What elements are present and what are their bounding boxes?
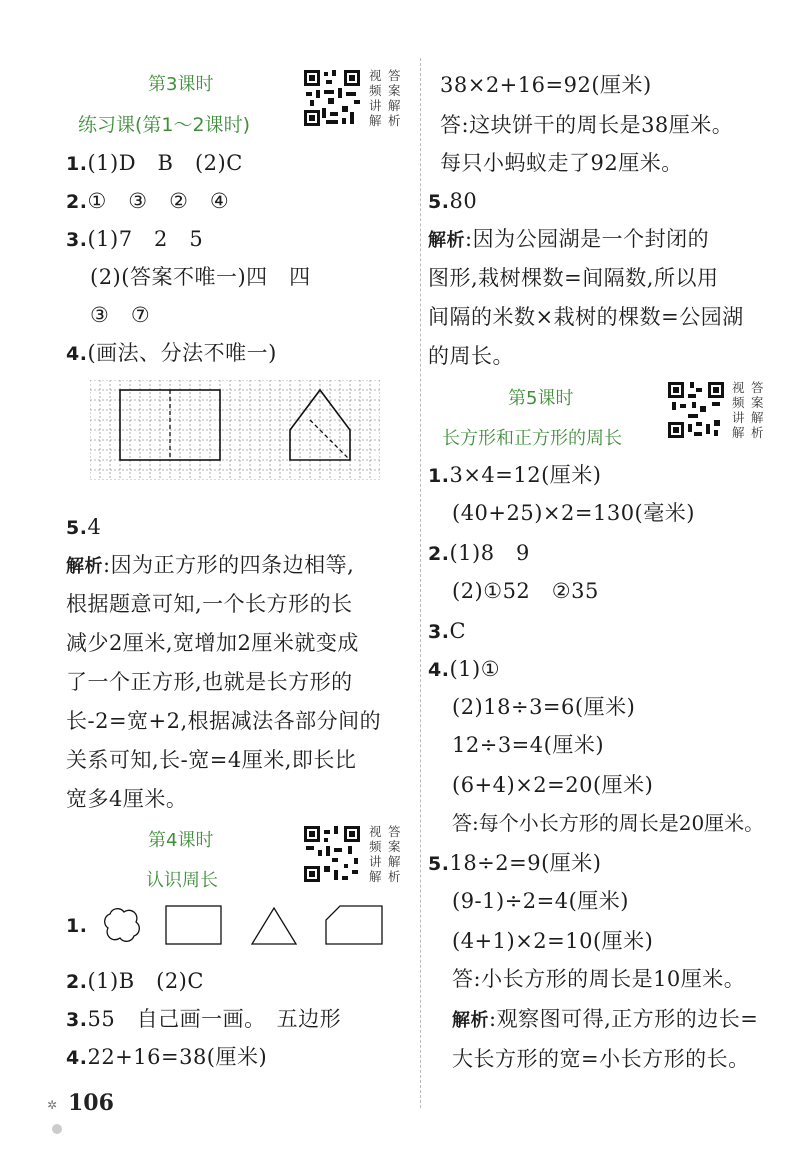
a4-answer-3: 12÷3=4(厘米) [452,733,605,757]
q5-analysis-line5: 长-2=宽+2,根据减法各部分间的 [66,709,382,733]
a4-number: 4. [428,659,450,681]
lesson3-title: 第3课时 [148,74,214,95]
q4-number: 4. [66,343,88,365]
page-number: 106 [68,1090,114,1116]
qr-label-video: 视频讲解 [369,824,388,884]
l4-q3-number: 3. [66,1009,88,1031]
r-q5-analysis-label: 解析 [428,230,465,251]
a5-analysis-line2: 大长方形的宽=小长方形的长。 [452,1047,750,1071]
l4-q1-number: 1. [66,915,88,937]
lesson4-title: 第4课时 [148,830,214,851]
qr-code-icon [302,68,362,128]
triangle-shape [252,908,296,944]
qr-label-answer: 答案解析 [388,68,407,128]
lesson3-subtitle: 练习课(第1～2课时) [78,114,251,136]
a4-answer-2: (2)18÷3=6(厘米) [452,695,636,719]
q3-answer: (1)7 2 5 [87,227,204,251]
a4-answer: (1)① [449,657,501,681]
q5-analysis-line3: 减少2厘米,宽增加2厘米就变成 [66,631,359,655]
r-q5-analysis-line3: 间隔的米数×栽树的棵数=公园湖 [428,305,744,329]
qr-label-answer: 答案解析 [751,380,770,440]
q3-answer-2: (2)(答案不唯一)四 四 [90,265,311,289]
q4-answer: (画法、分法不唯一) [87,341,277,365]
a2-number: 2. [428,543,450,565]
q2-number: 2. [66,191,88,213]
a4-answer-5: 答:每个小长方形的周长是20厘米。 [452,811,765,835]
q5-number: 5. [66,517,88,539]
a2-answer: (1)8 9 [449,541,530,565]
q5-analysis-line4: 了一个正方形,也就是长方形的 [66,670,353,694]
a5-answer: 18÷2=9(厘米) [449,851,602,875]
flower-shape [105,909,140,942]
a1-number: 1. [428,465,450,487]
a4-answer-4: (6+4)×2=20(厘米) [452,773,654,797]
perimeter-shapes [90,900,410,950]
q3-number: 3. [66,229,88,251]
q5-analysis-line1: :因为正方形的四条边相等, [103,553,355,577]
l4-q4-number: 4. [66,1047,88,1069]
r-line1: 38×2+16=92(厘米) [440,73,652,97]
star-decoration-icon [45,1095,67,1135]
a5-analysis-line1: :观察图可得,正方形的边长= [489,1007,759,1031]
q3-answer-3: ③ ⑦ [90,303,151,327]
lesson5-subtitle: 长方形和正方形的周长 [442,428,622,449]
a1-answer-2: (40+25)×2=130(毫米) [452,501,695,525]
lesson4-subtitle: 认识周长 [146,870,218,891]
qr-label-video: 视频讲解 [369,68,388,128]
qr-code-icon [302,824,362,884]
a3-number: 3. [428,621,450,643]
svg-text:✲: ✲ [47,1098,58,1112]
l4-q2-answer: (1)B (2)C [87,969,204,993]
l4-q2-number: 2. [66,971,88,993]
grid-drawing [90,380,380,480]
r-q5-analysis-line4: 的周长。 [428,344,514,368]
a2-answer-2: (2)①52 ②35 [452,579,599,603]
a3-answer: C [449,619,467,643]
a5-number: 5. [428,853,450,875]
q5-analysis-line2: 根据题意可知,一个长方形的长 [66,592,353,616]
q1-answer: (1)D B (2)C [87,151,243,175]
q5-analysis-label: 解析 [66,556,103,577]
qr-label-video: 视频讲解 [732,380,751,440]
r-line2: 答:这块饼干的周长是38厘米。 [440,113,734,137]
q2-answer: ① ③ ② ④ [87,189,230,213]
q5-answer: 4 [87,515,102,539]
pentagon-shape [326,906,382,944]
r-q5-answer: 80 [449,189,478,213]
q5-analysis-line6: 关系可知,长-宽=4厘米,即长比 [66,748,357,772]
l4-q3-answer: 55 自己画一画。 五边形 [87,1007,342,1031]
q1-number: 1. [66,153,88,175]
qr-label-answer: 答案解析 [388,824,407,884]
r-q5-analysis-line2: 图形,栽树棵数=间隔数,所以用 [428,266,719,290]
rectangle-shape [166,906,221,944]
a5-analysis-label: 解析 [452,1010,489,1031]
a5-answer-4: 答:小长方形的周长是10厘米。 [452,967,746,991]
r-q5-number: 5. [428,191,450,213]
q5-analysis-line7: 宽多4厘米。 [66,787,188,811]
column-divider [420,58,421,1108]
a5-answer-3: (4+1)×2=10(厘米) [452,929,654,953]
a1-answer: 3×4=12(厘米) [449,463,602,487]
lesson5-title: 第5课时 [508,388,574,409]
r-q5-analysis-line1: :因为公园湖是一个封闭的 [465,227,710,251]
l4-q4-answer: 22+16=38(厘米) [87,1045,268,1069]
a5-answer-2: (9-1)÷2=4(厘米) [452,889,630,913]
qr-code-icon [666,380,726,440]
r-line3: 每只小蚂蚁走了92厘米。 [440,151,683,175]
